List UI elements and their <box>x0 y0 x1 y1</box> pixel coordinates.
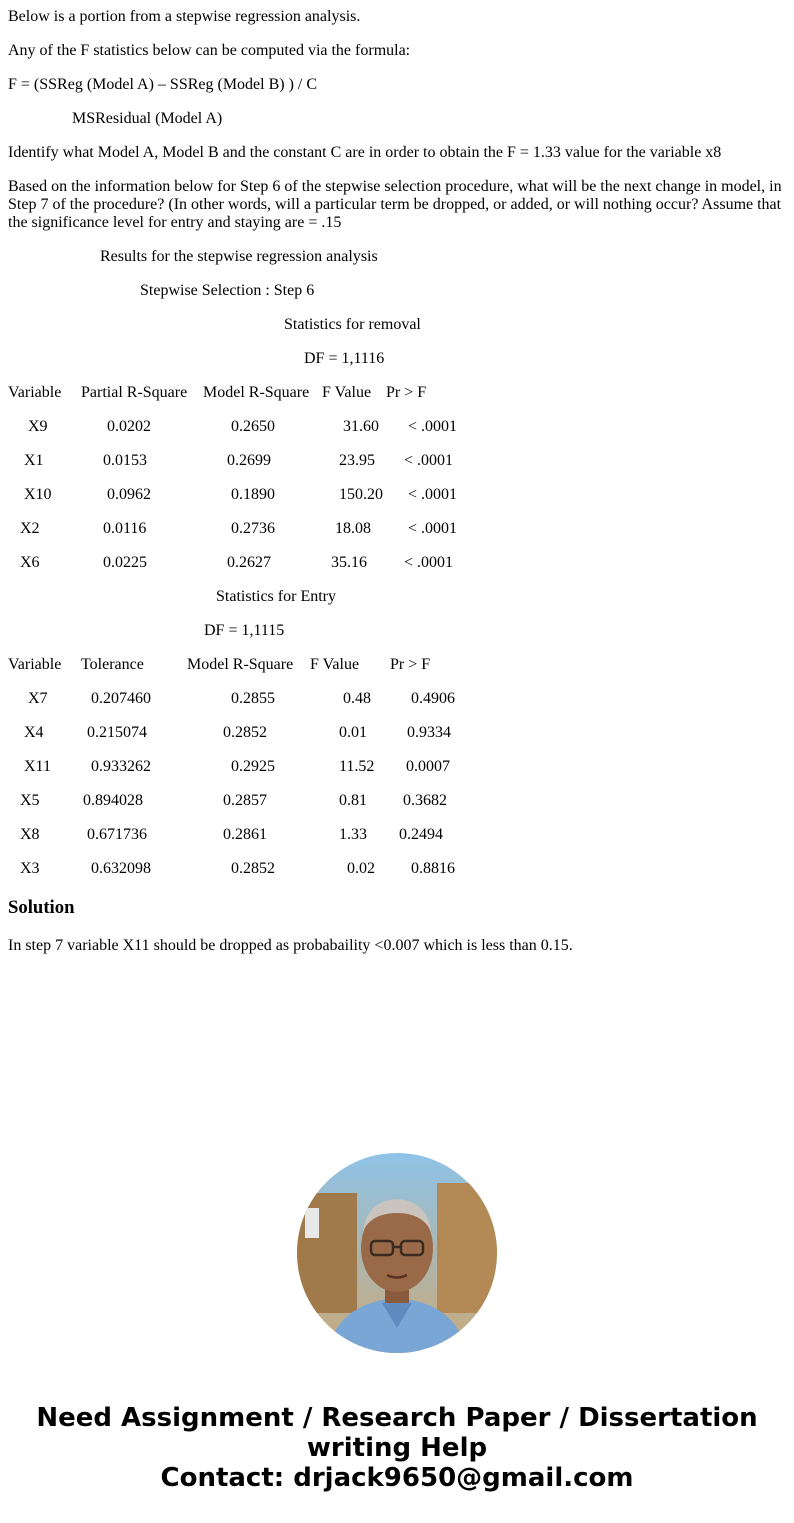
table-cell: X2 <box>20 520 40 537</box>
table-cell: 0.3682 <box>403 792 447 809</box>
footer-line: writing Help <box>306 1433 488 1463</box>
table-cell: X6 <box>20 554 40 571</box>
table-cell: 0.0007 <box>406 758 450 775</box>
entry-title: Statistics for Entry <box>216 588 336 605</box>
formula-intro: Any of the F statistics below can be computed via the formula: <box>8 42 411 59</box>
table-cell: < .0001 <box>404 452 454 469</box>
table-cell: 0.2855 <box>231 690 275 707</box>
table-cell: X9 <box>28 418 48 435</box>
table-cell: 31.60 <box>343 418 379 435</box>
author-photo <box>297 1153 497 1353</box>
table-cell: 0.9334 <box>407 724 451 741</box>
table-cell: 0.2736 <box>231 520 275 537</box>
table-cell: 0.0116 <box>103 520 147 537</box>
table-cell: 0.81 <box>339 792 367 809</box>
table-cell: 0.2861 <box>223 826 267 843</box>
table-cell: X10 <box>24 486 52 503</box>
table-cell: X3 <box>20 860 40 877</box>
table-cell: 0.4906 <box>411 690 455 707</box>
removal-title: Statistics for removal <box>284 316 421 333</box>
results-title: Results for the stepwise regression analysis <box>100 248 378 265</box>
table-cell: < .0001 <box>408 486 458 503</box>
table-cell: 0.01 <box>339 724 367 741</box>
table-cell: 0.2925 <box>231 758 275 775</box>
removal-df: DF = 1,1116 <box>304 350 385 367</box>
intro-text: Below is a portion from a stepwise regression analysis. <box>8 8 361 25</box>
table-cell: X1 <box>24 452 44 469</box>
table-cell: 1.33 <box>339 826 367 843</box>
table-header-cell: Model R-Square <box>187 656 294 673</box>
table-cell: 0.894028 <box>83 792 143 809</box>
footer-line: Need Assignment / Research Paper / Dissertation <box>36 1403 758 1433</box>
question-2: Based on the information below for Step 6 of the stepwise selection procedure, what will be the next change in model, in Step 7 of the procedure? (In other words, will a particular term be dropped, or added, or will nothing occur? Assume that the significance level for entry and staying are = .15 <box>8 178 782 231</box>
table-cell: 0.671736 <box>87 826 147 843</box>
table-cell: 0.2494 <box>399 826 443 843</box>
table-cell: 0.2852 <box>231 860 275 877</box>
table-header-cell: Variable <box>8 384 62 401</box>
table-cell: < .0001 <box>404 554 454 571</box>
table-cell: 0.2857 <box>223 792 267 809</box>
table-cell: X5 <box>20 792 40 809</box>
table-cell: 0.1890 <box>231 486 275 503</box>
formula-denominator: MSResidual (Model A) <box>72 110 223 127</box>
table-cell: 0.02 <box>347 860 375 877</box>
table-cell: 0.0202 <box>107 418 151 435</box>
table-cell: 0.48 <box>343 690 371 707</box>
table-cell: 18.08 <box>335 520 371 537</box>
footer-contact-email: Contact: drjack9650@gmail.com <box>160 1463 634 1493</box>
table-header-cell: Pr > F <box>390 656 431 673</box>
table-cell: 0.2650 <box>231 418 275 435</box>
table-cell: 0.2852 <box>223 724 267 741</box>
table-cell: 0.215074 <box>87 724 147 741</box>
table-cell: X8 <box>20 826 40 843</box>
table-cell: 23.95 <box>339 452 375 469</box>
table-cell: 150.20 <box>339 486 383 503</box>
table-cell: 0.0225 <box>103 554 147 571</box>
table-cell: 0.0962 <box>107 486 151 503</box>
table-cell: X7 <box>28 690 48 707</box>
question-1: Identify what Model A, Model B and the constant C are in order to obtain the F = 1.33 value for the variable x8 <box>8 144 722 161</box>
author-photo-illustration <box>297 1153 497 1353</box>
table-cell: 0.632098 <box>91 860 151 877</box>
entry-df: DF = 1,1115 <box>204 622 285 639</box>
table-header-cell: F Value <box>322 384 372 401</box>
table-cell: < .0001 <box>408 418 458 435</box>
footer-contact <box>0 1403 794 1493</box>
table-header-cell: Tolerance <box>81 656 144 673</box>
table-cell: 11.52 <box>339 758 375 775</box>
solution-heading: Solution <box>8 897 75 918</box>
table-header-cell: Partial R-Square <box>81 384 188 401</box>
table-cell: < .0001 <box>408 520 458 537</box>
table-cell: 0.0153 <box>103 452 147 469</box>
table-cell: 0.8816 <box>411 860 455 877</box>
step-title: Stepwise Selection : Step 6 <box>140 282 315 299</box>
table-cell: X11 <box>24 758 51 775</box>
table-cell: 0.2699 <box>227 452 271 469</box>
table-header-cell: Variable <box>8 656 62 673</box>
table-cell: 0.933262 <box>91 758 151 775</box>
solution-text: In step 7 variable X11 should be dropped as probabaility <0.007 which is less than 0.15. <box>8 937 573 954</box>
table-cell: 0.207460 <box>91 690 151 707</box>
table-header-cell: Pr > F <box>386 384 427 401</box>
table-cell: 35.16 <box>331 554 367 571</box>
formula-numerator: F = (SSReg (Model A) – SSReg (Model B) ) / C <box>8 76 318 93</box>
table-cell: 0.2627 <box>227 554 271 571</box>
table-header-cell: F Value <box>310 656 360 673</box>
table-cell: X4 <box>24 724 44 741</box>
table-header-cell: Model R-Square <box>203 384 310 401</box>
